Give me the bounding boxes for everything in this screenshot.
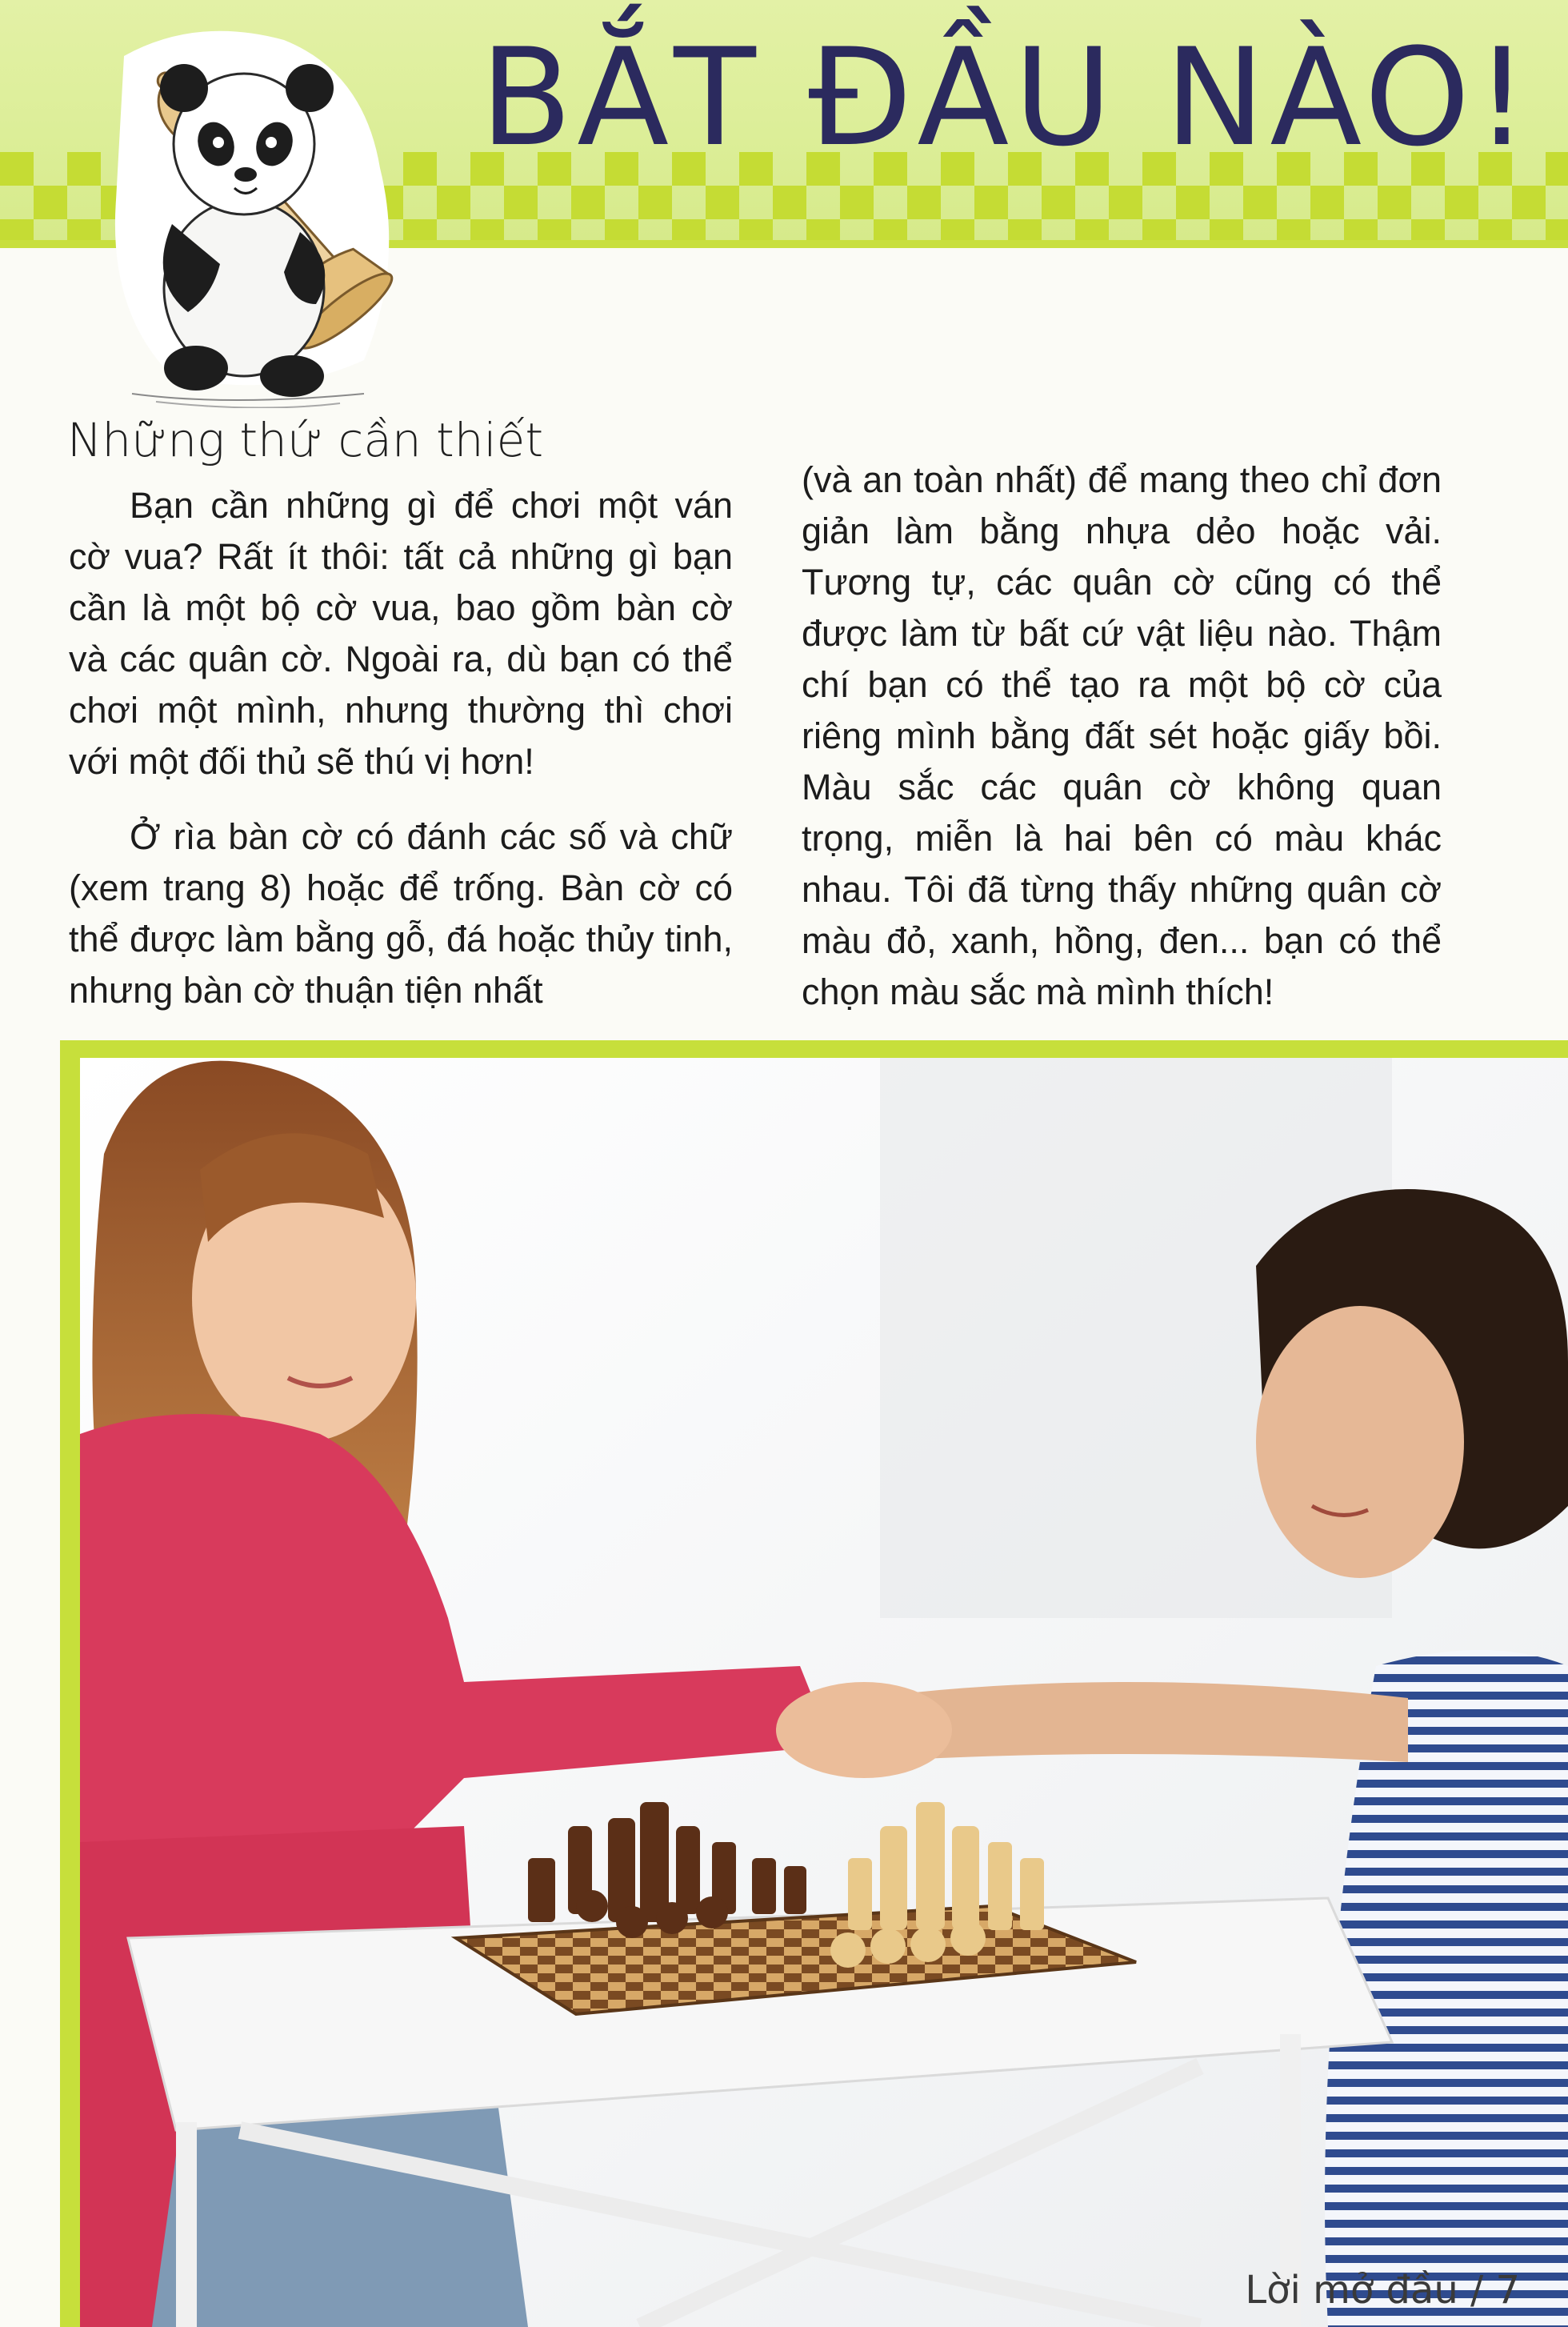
children-chess-photo (80, 1058, 1568, 2327)
page-title: BẮT ĐẦU NÀO! (480, 19, 1534, 176)
left-column (69, 480, 733, 1040)
section-heading: Những thứ cần thiết (67, 413, 544, 467)
paragraph-piece-materials: (và an toàn nhất) để mang theo chỉ đơn giản làm bằng nhựa dẻo hoặc vải. Tương tự, các quân cờ cũng có thể được làm từ bất cứ vật liệu nào. Thậm chí bạn có thể tạo ra một bộ cờ của riêng mình bằng đất sét hoặc giấy bồi. Màu sắc các quân cờ không quan trọng, miễn là hai bên có màu khác nhau. Tôi đã từng thấy những quân cờ màu đỏ, xanh, hồng, đen... bạn có thể chọn màu sắc mà mình thích! (802, 459, 1442, 1012)
paragraph-requirements: Bạn cần những gì để chơi một ván cờ vua? Rất ít thôi: tất cả những gì bạn cần là một bộ cờ vua, bao gồm bàn cờ và các quân cờ. Ngoài ra, dù bạn có thể chơi một mình, nhưng thường thì chơi với một đối thủ sẽ thú vị hơn! (69, 485, 733, 782)
page-footer: Lời mở đầu / 7 (1245, 2268, 1520, 2313)
paragraph-board-materials: Ở rìa bàn cờ có đánh các số và chữ (xem trang 8) hoặc để trống. Bàn cờ có thể được làm bằng gỗ, đá hoặc thủy tinh, nhưng bàn cờ thuận tiện nhất (69, 816, 733, 1011)
right-column (802, 455, 1442, 1042)
panda-bishop-illustration (100, 24, 452, 408)
